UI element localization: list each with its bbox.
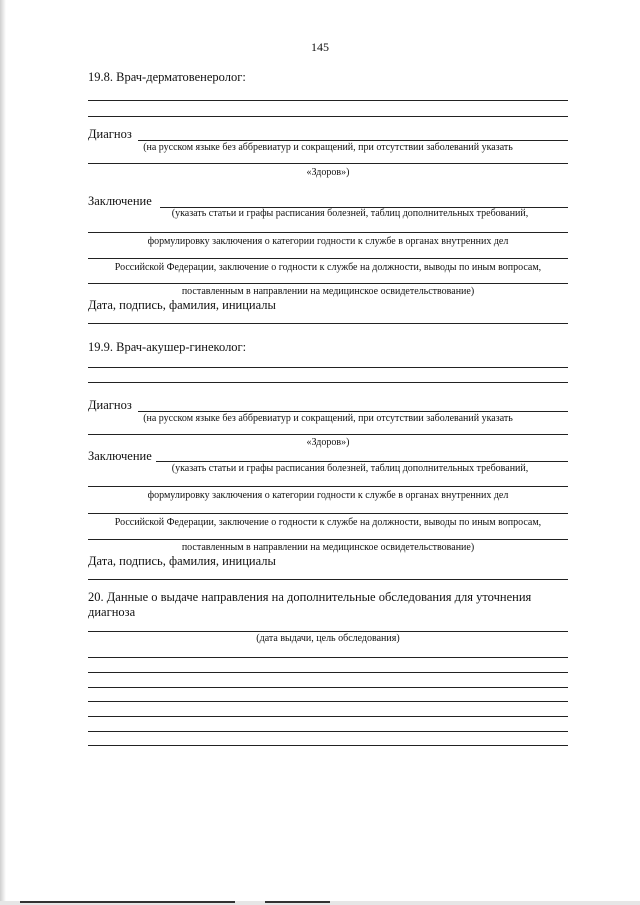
blank-line bbox=[88, 745, 568, 746]
scan-left-edge bbox=[0, 0, 6, 905]
signature-line bbox=[88, 579, 568, 580]
blank-line bbox=[88, 631, 568, 632]
blank-line bbox=[88, 539, 568, 540]
blank-line bbox=[88, 258, 568, 259]
section-19-8-heading: 19.8. Врач-дерматовенеролог: bbox=[88, 70, 246, 84]
scan-artifact bbox=[20, 901, 235, 903]
blank-line bbox=[88, 163, 568, 164]
blank-line bbox=[88, 687, 568, 688]
scan-artifact bbox=[265, 901, 330, 903]
conclusion-hint-4: поставленным в направлении на медицинское освидетельствование) bbox=[181, 286, 475, 297]
section-20-hint: (дата выдачи, цель обследования) bbox=[256, 633, 400, 644]
conclusion-hint-1: (указать статьи и графы расписания болезней, таблиц дополнительных требований, bbox=[171, 463, 529, 474]
conclusion-hint-4: поставленным в направлении на медицинское освидетельствование) bbox=[181, 542, 475, 553]
diagnosis-hint-2: «Здоров») bbox=[306, 437, 350, 448]
conclusion-hint-2: формулировку заключения о категории годности к службе в органах внутренних дел bbox=[147, 236, 509, 247]
conclusion-hint-3: Российской Федерации, заключение о годности к службе на должности, выводы по иным вопросам, bbox=[114, 517, 542, 528]
blank-line bbox=[88, 701, 568, 702]
blank-line bbox=[88, 716, 568, 717]
blank-line bbox=[88, 100, 568, 101]
diagnosis-hint: (на русском языке без аббревиатур и сокращений, при отсутствии заболеваний указать bbox=[143, 142, 513, 153]
section-20-heading: 20. Данные о выдаче направления на дополнительные обследования для уточнения bbox=[88, 590, 532, 604]
section-19-8-signature-label: Дата, подпись, фамилия, инициалы bbox=[88, 298, 276, 312]
section-19-8-conclusion-label: Заключение bbox=[88, 194, 152, 208]
conclusion-hint-2: формулировку заключения о категории годности к службе в органах внутренних дел bbox=[147, 490, 509, 501]
blank-line bbox=[88, 382, 568, 383]
blank-line bbox=[88, 486, 568, 487]
blank-line bbox=[88, 513, 568, 514]
diagnosis-line bbox=[138, 411, 568, 412]
conclusion-hint-3: Российской Федерации, заключение о годности к службе на должности, выводы по иным вопросам, bbox=[114, 262, 542, 273]
section-19-9-diagnosis-label: Диагноз bbox=[88, 398, 132, 412]
conclusion-hint-1: (указать статьи и графы расписания болезней, таблиц дополнительных требований, bbox=[171, 208, 529, 219]
blank-line bbox=[88, 731, 568, 732]
signature-line bbox=[88, 323, 568, 324]
section-19-9-signature-label: Дата, подпись, фамилия, инициалы bbox=[88, 554, 276, 568]
diagnosis-hint-2: «Здоров») bbox=[306, 167, 350, 178]
blank-line bbox=[88, 283, 568, 284]
section-20-heading-cont: диагноза bbox=[88, 605, 136, 619]
blank-line bbox=[88, 116, 568, 117]
section-19-9-conclusion-label: Заключение bbox=[88, 449, 152, 463]
section-19-8-diagnosis-label: Диагноз bbox=[88, 127, 132, 141]
blank-line bbox=[88, 232, 568, 233]
blank-line bbox=[88, 657, 568, 658]
section-19-9-heading: 19.9. Врач-акушер-гинеколог: bbox=[88, 340, 247, 354]
diagnosis-hint: (на русском языке без аббревиатур и сокращений, при отсутствии заболеваний указать bbox=[143, 413, 513, 424]
blank-line bbox=[88, 434, 568, 435]
diagnosis-line bbox=[138, 140, 568, 141]
blank-line bbox=[88, 367, 568, 368]
conclusion-line bbox=[156, 461, 568, 462]
blank-line bbox=[88, 672, 568, 673]
page-number: 145 bbox=[311, 40, 329, 54]
